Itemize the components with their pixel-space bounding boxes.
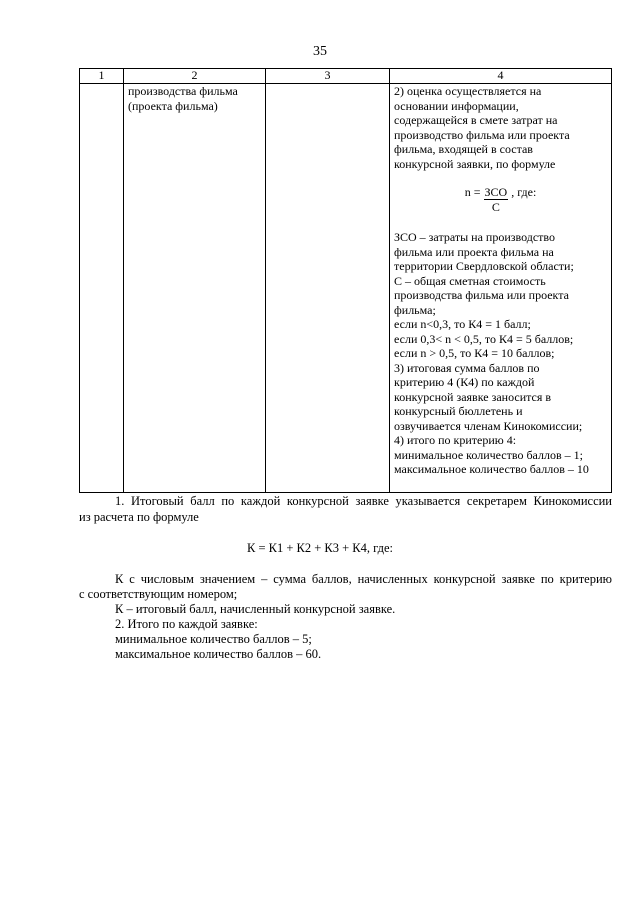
text-line: территории Свердловской области; xyxy=(394,259,574,273)
text-line: производство фильма или проекта xyxy=(394,127,570,142)
text-line: критерию 4 (К4) по каждой xyxy=(394,375,535,389)
text-line: производства фильма или проекта xyxy=(394,288,569,302)
table-header-cell: 1 xyxy=(80,69,124,84)
text-line: фильма; xyxy=(394,302,436,317)
text-line: 2) оценка осуществляется на xyxy=(394,84,542,98)
text-line: если n > 0,5, то К4 = 10 баллов; xyxy=(394,346,555,360)
text-line: минимальное количество баллов – 1; xyxy=(394,447,583,462)
paragraph-2-line-1: К с числовым значением – сумма баллов, начисленных конкурсной заявке по критерию xyxy=(115,572,612,586)
table-header-row xyxy=(80,69,612,84)
paragraph-4: 2. Итого по каждой заявке: xyxy=(115,617,258,631)
text-line: производства фильма xyxy=(128,84,238,98)
paragraph-1-line-2: из расчета по формуле xyxy=(79,510,199,524)
text-line: фильма, входящей в состав xyxy=(394,142,533,156)
total-score-formula: К = К1 + К2 + К3 + К4, где: xyxy=(246,541,394,555)
text-line: содержащейся в смете затрат на xyxy=(394,113,558,127)
formula-numerator: ЗСО xyxy=(484,185,508,199)
text-line: конкурсный бюллетень и xyxy=(394,404,523,418)
formula-fraction xyxy=(484,185,509,214)
text-line: 4) итого по критерию 4: xyxy=(394,433,517,447)
table-row xyxy=(80,84,612,493)
table-cell-col2 xyxy=(124,84,266,493)
criteria-table xyxy=(79,68,612,493)
text-line: максимальное количество баллов – 10 xyxy=(394,462,589,476)
text-line: (проекта фильма) xyxy=(128,98,218,113)
text-line: ЗСО – затраты на производство xyxy=(394,230,555,244)
text-line: С – общая сметная стоимость xyxy=(394,273,546,288)
table-header-cell: 4 xyxy=(390,69,612,84)
paragraph-3: К – итоговый балл, начисленный конкурсной заявке. xyxy=(115,602,396,616)
paragraph-2-line-2: с соответствующим номером; xyxy=(79,587,238,601)
paragraph-6: максимальное количество баллов – 60. xyxy=(115,647,322,661)
table-cell-col4 xyxy=(390,84,612,493)
text-line: если 0,3< n < 0,5, то К4 = 5 баллов; xyxy=(394,331,574,346)
paragraph-1-line-1: 1. Итоговый балл по каждой конкурсной заявке указывается секретарем Кинокомиссии xyxy=(115,494,612,508)
text-line: основании информации, xyxy=(394,98,519,113)
text-line: 3) итоговая сумма баллов по xyxy=(394,360,540,375)
paragraph-5: минимальное количество баллов – 5; xyxy=(115,632,312,646)
formula-left: n = xyxy=(464,185,484,199)
table-cell-col3 xyxy=(266,84,390,493)
formula-denominator: С xyxy=(491,200,500,214)
text-line: конкурсной заявки, по формуле xyxy=(394,156,556,171)
table-header-cell: 3 xyxy=(266,69,390,84)
text-line: фильма или проекта фильма на xyxy=(394,244,554,259)
text-line: озвучивается членам Кинокомиссии; xyxy=(394,418,583,433)
ratio-formula xyxy=(394,185,607,214)
formula-suffix: , где: xyxy=(508,185,537,199)
text-line: конкурсной заявке заносится в xyxy=(394,389,552,404)
page-number: 35 xyxy=(313,44,327,59)
text-line: если n<0,3, то К4 = 1 балл; xyxy=(394,317,531,331)
table-header-cell: 2 xyxy=(124,69,266,84)
table-cell-col1 xyxy=(80,84,124,493)
